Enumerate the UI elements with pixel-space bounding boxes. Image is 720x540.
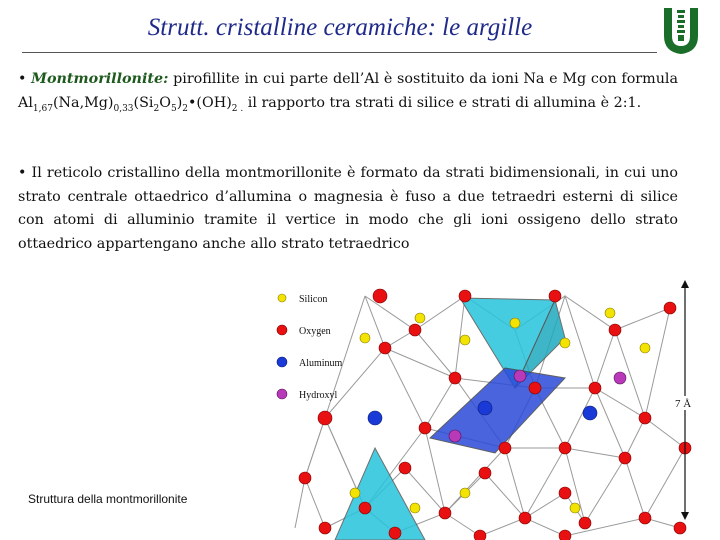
university-logo [660,6,702,56]
sub-1: 1,67 [32,103,53,114]
text-b: (Na,Mg) [52,94,114,111]
legend-hydroxyl-label: Hydroxyl [299,390,338,401]
sub-2: 0,33 [113,103,134,114]
legend-hydroxyl-dot [277,389,287,399]
text-e: ) [176,94,183,111]
text-a: pirofillite in cui parte dell’Al è sostituito da ioni Na e Mg con formula Al [18,71,678,111]
text-g: il rapporto tra strati di silice e strati di allumina è 2:1. [243,94,642,111]
text-f: •(OH) [188,94,232,111]
montmorillonite-structure-figure [265,278,700,540]
scale-bar [673,280,697,520]
legend-silicon-dot [278,294,286,302]
bullet-reticolo: • Il reticolo cristallino della montmorillonite è formato da strati bidimensionali, in cui uno strato centrale ottaedrico d’allumina o magnesia è fuso a due tetraedri esterni di silice con atomi di alluminio tramite il vertice in modo che gli ioni ossigeno dello strato ottaedrico appartengano anche allo strato tetraedrico [18,165,678,252]
bullet-montmorillonite [18,68,678,121]
sub-4: 5 [170,103,177,114]
figure-caption: Struttura della montmorillonite [28,492,188,506]
legend-oxygen-dot [277,325,287,335]
slide-title: Strutt. cristalline ceramiche: le argille [147,14,533,41]
legend-silicon-label: Silicon [299,294,328,305]
legend-aluminum-dot [277,357,287,367]
title-rule [22,52,657,53]
text-c: (Si [133,94,154,111]
legend-aluminum-label: Aluminum [299,358,343,369]
legend [277,294,343,401]
sub-6: 2 . [231,103,244,114]
keyword-montmorillonite: Montmorillonite: [31,71,169,87]
text-d: O [159,94,171,111]
sub-5: 2 [182,103,188,114]
bullet-mark: • [18,71,27,87]
scale-label: 7 Å [675,398,692,410]
legend-oxygen-label: Oxygen [299,326,331,337]
sub-3: 2 [153,103,160,114]
